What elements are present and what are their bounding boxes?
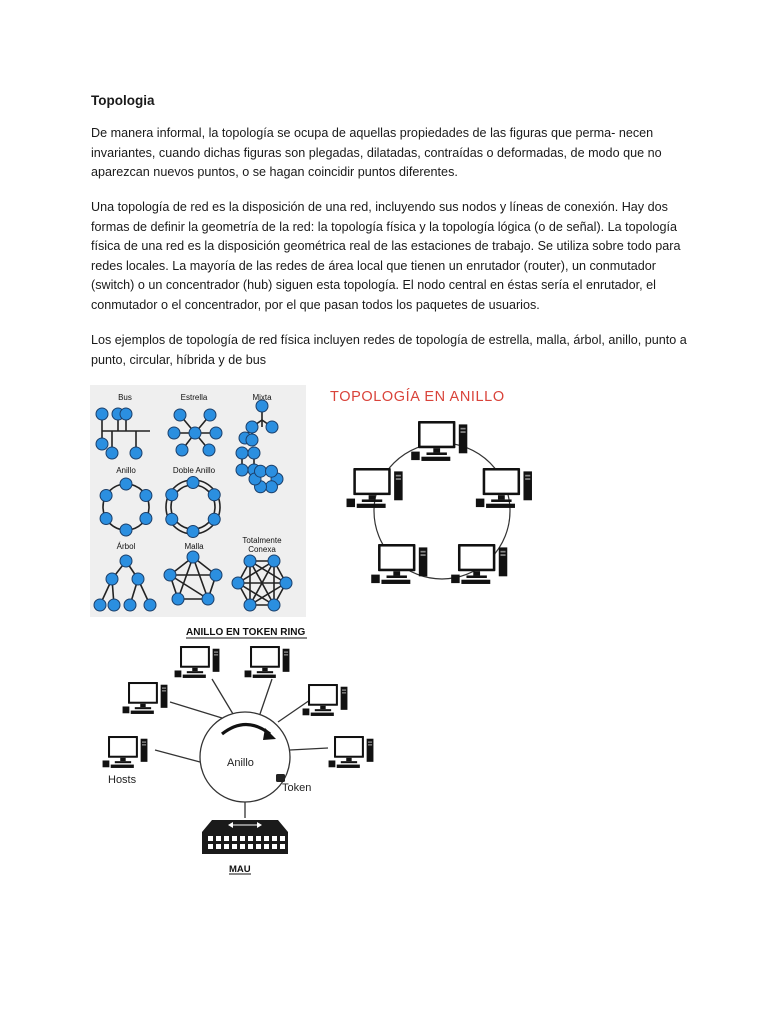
network-node <box>120 524 132 536</box>
mau-label: MAU <box>229 864 251 875</box>
network-node <box>100 490 112 502</box>
topology-types-figure <box>90 385 306 617</box>
network-node <box>255 465 267 477</box>
network-node <box>248 447 260 459</box>
network-node <box>246 421 258 433</box>
computer-icon <box>371 544 427 584</box>
network-node <box>106 447 118 459</box>
label-mixta: Mixta <box>252 393 272 402</box>
computer-icon <box>347 468 403 508</box>
paragraph-examples: Los ejemplos de topología de red física incluyen redes de topología de estrella, malla, árbol, anillo, punto a punto, circular, híbrida y de bus <box>91 333 687 367</box>
token-label: Token <box>282 782 312 794</box>
network-node <box>236 447 248 459</box>
network-node <box>120 555 132 567</box>
label-totalmente: Totalmente <box>242 536 282 545</box>
network-node <box>166 513 178 525</box>
network-node <box>132 573 144 585</box>
network-node <box>280 577 292 589</box>
host-computer-icon <box>103 736 148 768</box>
computer-icon <box>451 544 507 584</box>
ring-topology-figure <box>322 383 567 615</box>
network-node <box>120 478 132 490</box>
network-node <box>202 593 214 605</box>
host-computer-icon <box>329 736 374 768</box>
computer-icon <box>411 421 467 461</box>
network-node <box>246 434 258 446</box>
network-node <box>244 599 256 611</box>
host-computer-icon <box>175 646 220 678</box>
label-arbol: Árbol <box>116 542 136 551</box>
network-node <box>168 427 180 439</box>
paragraph-definition: De manera informal, la topología se ocupa de aquellas propiedades de las figuras que perma- necen invariantes, cuando dichas figuras son plegadas, dilatadas, contraídas o deformadas, de modo que no aparezcan nuevos puntos, o se hagan coincidir puntos diferentes. <box>91 126 662 179</box>
label-malla: Malla <box>184 542 204 551</box>
network-node <box>166 489 178 501</box>
network-node <box>208 489 220 501</box>
computer-icon <box>476 468 532 508</box>
document-title: Topologia <box>91 93 155 108</box>
network-node <box>94 599 106 611</box>
network-node <box>189 427 201 439</box>
network-node <box>210 427 222 439</box>
network-node <box>266 481 278 493</box>
network-node <box>204 409 216 421</box>
label-conexa: Conexa <box>248 545 276 554</box>
network-node <box>236 464 248 476</box>
ring-label: Anillo <box>227 757 254 769</box>
host-computer-icon <box>303 684 348 716</box>
mau-hub-icon <box>202 820 288 854</box>
token-ring-figure <box>100 622 390 884</box>
network-node <box>187 477 199 489</box>
network-node <box>268 599 280 611</box>
token-icon <box>276 774 285 782</box>
network-node <box>124 599 136 611</box>
network-node <box>176 444 188 456</box>
network-node <box>172 593 184 605</box>
host-computer-icon <box>245 646 290 678</box>
network-node <box>96 408 108 420</box>
label-bus: Bus <box>118 393 132 402</box>
network-node <box>108 599 120 611</box>
network-node <box>144 599 156 611</box>
network-node <box>174 409 186 421</box>
network-node <box>210 569 222 581</box>
network-node <box>100 513 112 525</box>
paragraph-network-topology: Una topología de red es la disposición de una red, incluyendo sus nodos y líneas de conexión. Hay dos formas de definir la geometría de la red: la topología física y la topología lógica (o de señal). La topología física de una red es la disposición geométrica real de las estaciones de trabajo. Se utiliza sobre todo para redes locales. La mayoría de las redes de área local que tienen un enrutador (router), un conmutador (switch) o un concentrador (hub) siguen esta topología. El nodo central en éstas sería el enrutador, el conmutador o el concentrador, por el que pasan todos los paquetes de usuarios. <box>91 200 681 312</box>
network-node <box>140 490 152 502</box>
host-computer-icon <box>123 682 168 714</box>
network-node <box>187 526 199 538</box>
network-node <box>187 551 199 563</box>
network-node <box>266 421 278 433</box>
network-node <box>96 438 108 450</box>
network-node <box>208 513 220 525</box>
network-node <box>140 513 152 525</box>
hosts-label: Hosts <box>108 774 137 786</box>
label-anillo: Anillo <box>116 466 136 475</box>
network-node <box>232 577 244 589</box>
label-doble-anillo: Doble Anillo <box>172 466 216 475</box>
network-node <box>164 569 176 581</box>
network-node <box>130 447 142 459</box>
label-estrella: Estrella <box>180 393 208 402</box>
token-ring-title: ANILLO EN TOKEN RING <box>186 627 306 638</box>
ring-topology-title: TOPOLOGÍA EN ANILLO <box>330 389 505 405</box>
network-node <box>268 555 280 567</box>
network-node <box>244 555 256 567</box>
network-node <box>120 408 132 420</box>
network-node <box>203 444 215 456</box>
network-node <box>266 465 278 477</box>
network-node <box>106 573 118 585</box>
